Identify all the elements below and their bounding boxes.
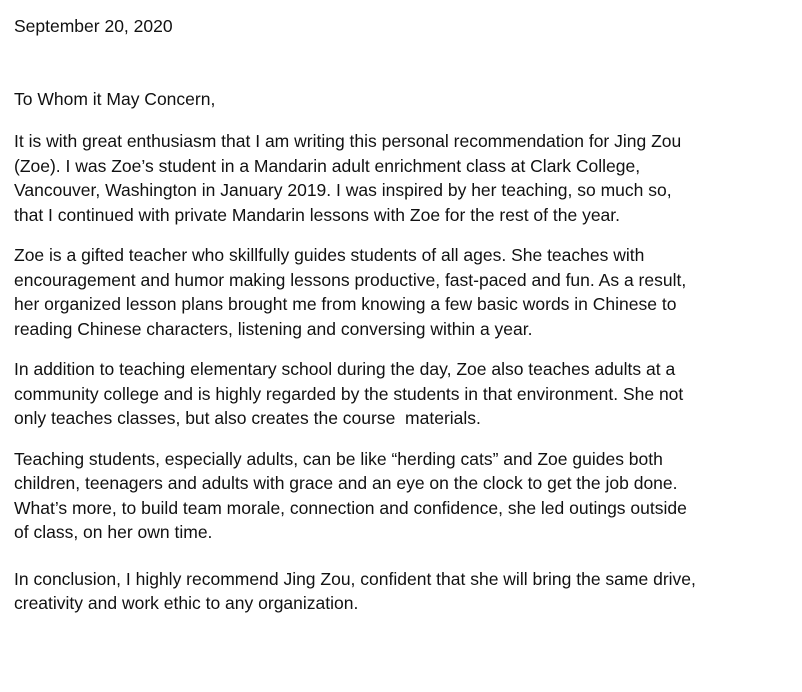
paragraph-line: In addition to teaching elementary school during the day, Zoe also teaches adults at a — [14, 359, 676, 379]
paragraph-line: Zoe is a gifted teacher who skillfully guides students of all ages. She teaches with — [14, 245, 645, 265]
paragraph-line: her organized lesson plans brought me from knowing a few basic words in Chinese to — [14, 294, 677, 314]
paragraph-line: It is with great enthusiasm that I am writing this personal recommendation for Jing Zou — [14, 131, 682, 151]
paragraph-line: Teaching students, especially adults, can be like “herding cats” and Zoe guides both — [14, 448, 663, 469]
paragraph-line: children, teenagers and adults with grace and an eye on the clock to get the job done. — [14, 473, 678, 493]
paragraph-conclusion — [14, 567, 794, 616]
paragraph-line: Vancouver, Washington in January 2019. I was inspired by her teaching, so much so, — [14, 180, 672, 200]
paragraph-line: encouragement and humor making lessons productive, fast-paced and fun. As a result, — [14, 269, 687, 290]
paragraph-line: of class, on her own time. — [14, 522, 213, 542]
paragraph-community-college — [14, 357, 794, 431]
paragraph-line: In conclusion, I highly recommend Jing Zou, confident that she will bring the same drive, — [14, 568, 696, 589]
letter-date: September 20, 2020 — [14, 16, 173, 36]
paragraph-introduction — [14, 129, 794, 227]
paragraph-herding-cats — [14, 447, 794, 545]
paragraph-teaching-skill — [14, 243, 794, 341]
letter-salutation: To Whom it May Concern, — [14, 88, 216, 109]
paragraph-line: only teaches classes, but also creates the course materials. — [14, 408, 481, 428]
paragraph-line: creativity and work ethic to any organization. — [14, 593, 359, 613]
paragraph-line: What’s more, to build team morale, connection and confidence, she led outings outside — [14, 497, 687, 518]
paragraph-line: community college and is highly regarded by the students in that environment. She not — [14, 383, 684, 404]
recommendation-letter — [14, 14, 794, 616]
paragraph-line: (Zoe). I was Zoe’s student in a Mandarin adult enrichment class at Clark College, — [14, 155, 641, 176]
paragraph-line: reading Chinese characters, listening and conversing within a year. — [14, 318, 533, 339]
paragraph-line: that I continued with private Mandarin lessons with Zoe for the rest of the year. — [14, 204, 621, 225]
